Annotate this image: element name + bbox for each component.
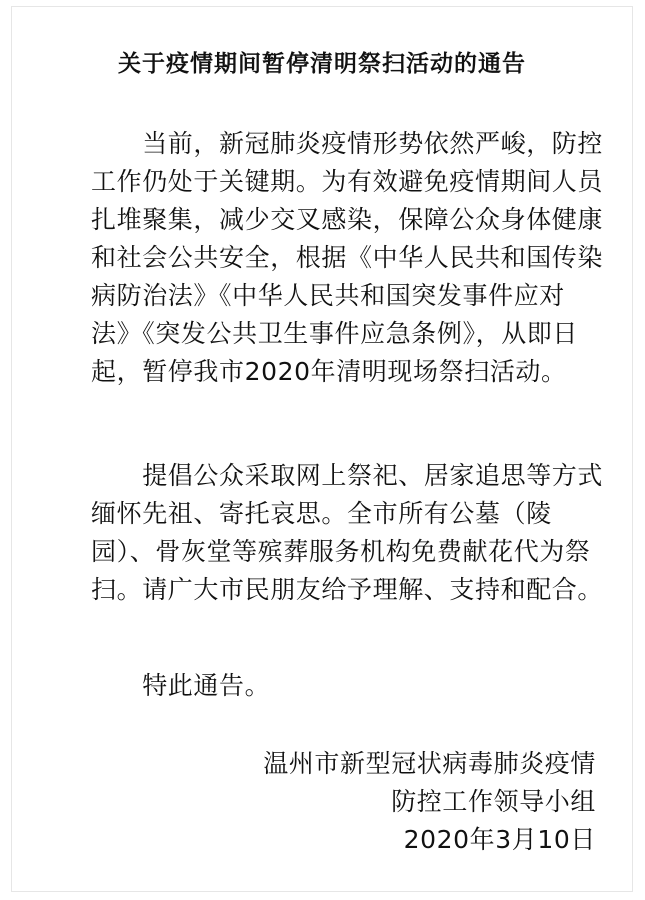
paragraph-line: 扫。请广大市民朋友给予理解、支持和配合。 bbox=[91, 575, 604, 604]
paragraph-line: 当前，新冠肺炎疫情形势依然严峻，防控 bbox=[91, 129, 604, 158]
paragraph-line: 法》《突发公共卫生事件应急条例》，从即日 bbox=[91, 319, 579, 348]
signature-date: 2020年3月10日 bbox=[403, 825, 596, 854]
paragraph-line: 缅怀先祖、寄托哀思。全市所有公墓（陵 bbox=[91, 499, 552, 528]
paragraph-line: 扎堆聚集，减少交叉感染，保障公众身体健康 bbox=[91, 205, 604, 234]
notice-paragraph-3 bbox=[91, 667, 591, 705]
paragraph-line: 提倡公众采取网上祭祀、居家追思等方式 bbox=[91, 461, 604, 490]
paragraph-line: 和社会公共安全，根据《中华人民共和国传染 bbox=[91, 243, 604, 272]
paragraph-line: 病防治法》《中华人民共和国突发事件应对 bbox=[91, 281, 565, 310]
signature-org-line-1: 温州市新型冠状病毒肺炎疫情 bbox=[263, 749, 596, 778]
paragraph-line: 起，暂停我市2020年清明现场祭扫活动。 bbox=[91, 357, 567, 386]
notice-paragraph-1 bbox=[91, 125, 604, 391]
notice-title: 关于疫情期间暂停清明祭扫活动的通告 bbox=[118, 51, 526, 77]
paragraph-line: 园）、骨灰堂等殡葬服务机构免费献花代为祭 bbox=[91, 537, 591, 566]
paragraph-line: 特此通告。 bbox=[91, 671, 271, 700]
signature-org-line-2: 防控工作领导小组 bbox=[391, 787, 596, 816]
signature-block bbox=[263, 745, 596, 859]
notice-frame bbox=[11, 6, 633, 892]
notice-paragraph-2 bbox=[91, 457, 604, 609]
paragraph-line: 工作仍处于关键期。为有效避免疫情期间人员 bbox=[91, 167, 604, 196]
